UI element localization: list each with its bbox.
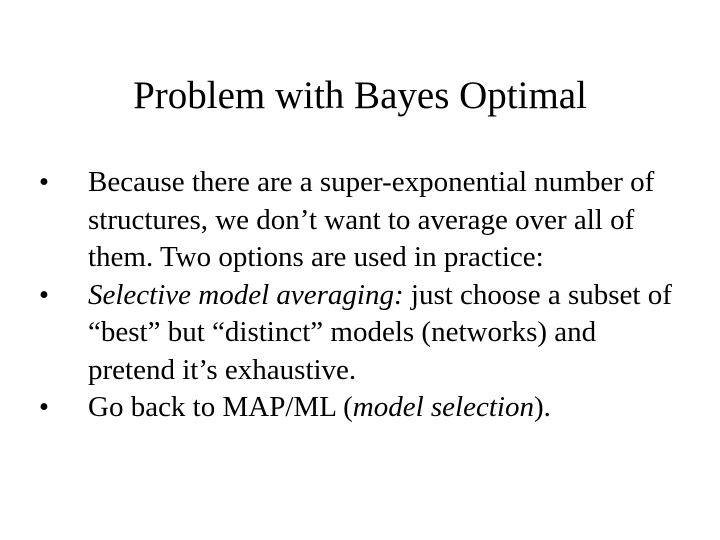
bullet-emphasis: Selective model averaging:	[88, 278, 404, 311]
bullet-dot-icon: •	[38, 166, 50, 198]
bullet-dot-icon: •	[38, 278, 50, 311]
bullet-text: Because there are a super-exponential number of structures, we don’t want to average over all of them. Two options are used in practice:	[88, 166, 655, 273]
bullet-emphasis: model selection	[352, 391, 534, 423]
bullet-item	[32, 277, 682, 390]
bullet-text: just choose a subset of “best” but “distinct” models (networks) and pretend it’s exhaustive.	[88, 278, 672, 386]
bullet-text: Go back to MAP/ML (	[88, 391, 353, 423]
bullet-text-end: ).	[533, 391, 551, 423]
bullet-dot-icon: •	[38, 391, 50, 423]
bullet-list	[32, 164, 682, 427]
slide-title: Problem with Bayes Optimal	[133, 74, 587, 117]
bullet-item	[32, 389, 682, 427]
bullet-item	[32, 164, 682, 277]
